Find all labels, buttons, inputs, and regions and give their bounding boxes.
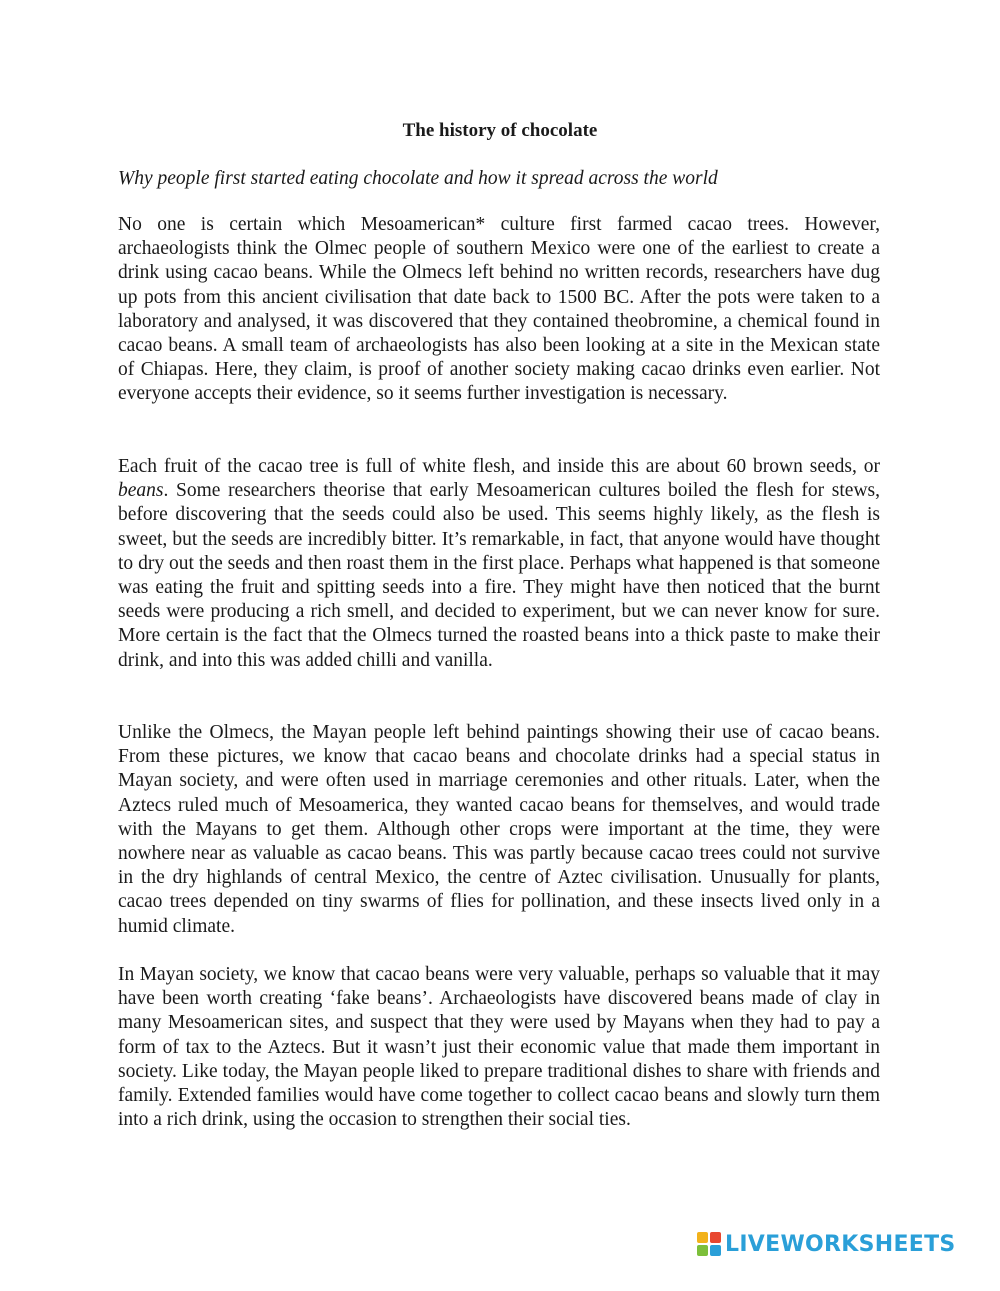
logo-tile xyxy=(710,1232,721,1243)
logo-tile xyxy=(697,1245,708,1256)
paragraph-2 xyxy=(118,455,880,673)
liveworksheets-logo-icon xyxy=(697,1232,721,1256)
document-subtitle: Why people first started eating chocolate and how it spread across the world xyxy=(118,168,718,189)
paragraph-2-text-after: . Some researchers theorise that early Mesoamerican cultures boiled the flesh for stews, before discovering that the seeds could also be used. This seems highly likely, as the flesh is sweet, but the seeds are incredibly bitter. It’s remarkable, in fact, that anyone would have thought to dry out the seeds and then roast them in the first place. Perhaps what happened is that someone was eating the fruit and spitting seeds into a fire. They might have then noticed that the burnt seeds were producing a rich smell, and decided to experiment, but we can never know for sure. More certain is the fact that the Olmecs turned the roasted beans into a thick paste to make their drink, and into this was added chilli and vanilla. xyxy=(118,480,880,671)
logo-tile xyxy=(697,1232,708,1243)
document-title: The history of chocolate xyxy=(402,120,598,141)
paragraph-1: No one is certain which Mesoamerican* culture first farmed cacao trees. However, archaeologists think the Olmec people of southern Mexico were one of the earliest to create a drink using cacao beans. While the Olmecs left behind no written records, researchers have dug up pots from this ancient civilisation that date back to 1500 BC. After the pots were taken to a laboratory and analysed, it was discovered that they contained theobromine, a chemical found in cacao beans. A small team of archaeologists has also been looking at a site in the Mexican state of Chiapas. Here, they claim, is proof of another society making cacao drinks even earlier. Not everyone accepts their evidence, so it seems further investigation is necessary. xyxy=(118,214,880,405)
paragraph-4: In Mayan society, we know that cacao beans were very valuable, perhaps so valuable that it may have been worth creating ‘fake beans’. Archaeologists have discovered beans made of clay in many Mesoamerican sites, and suspect that they were used by Mayans when they had to pay a form of tax to the Aztecs. But it wasn’t just their economic value that made them important in society. Like today, the Mayan people liked to prepare traditional dishes to share with friends and family. Extended families would have come together to collect cacao beans and slowly turn them into a rich drink, using the occasion to strengthen their social ties. xyxy=(118,964,880,1131)
logo-tile xyxy=(710,1245,721,1256)
liveworksheets-watermark xyxy=(697,1228,956,1260)
watermark-text: LIVEWORKSHEETS xyxy=(725,1231,956,1257)
paragraph-3: Unlike the Olmecs, the Mayan people left behind paintings showing their use of cacao beans. From these pictures, we know that cacao beans and chocolate drinks had a special status in Mayan society, and were often used in marriage ceremonies and other rituals. Later, when the Aztecs ruled much of Mesoamerica, they wanted cacao beans for themselves, and would trade with the Mayans to get them. Although other crops were important at the time, they were nowhere near as valuable as cacao beans. This was partly because cacao trees could not survive in the dry highlands of central Mexico, the centre of Aztec civilisation. Unusually for plants, cacao trees depended on tiny swarms of flies for pollination, and these insects lived only in a humid climate. xyxy=(118,722,880,937)
paragraph-2-text-before: Each fruit of the cacao tree is full of white flesh, and inside this are about 60 brown seeds, or xyxy=(118,456,880,477)
paragraph-2-emphasis: beans xyxy=(118,480,164,502)
